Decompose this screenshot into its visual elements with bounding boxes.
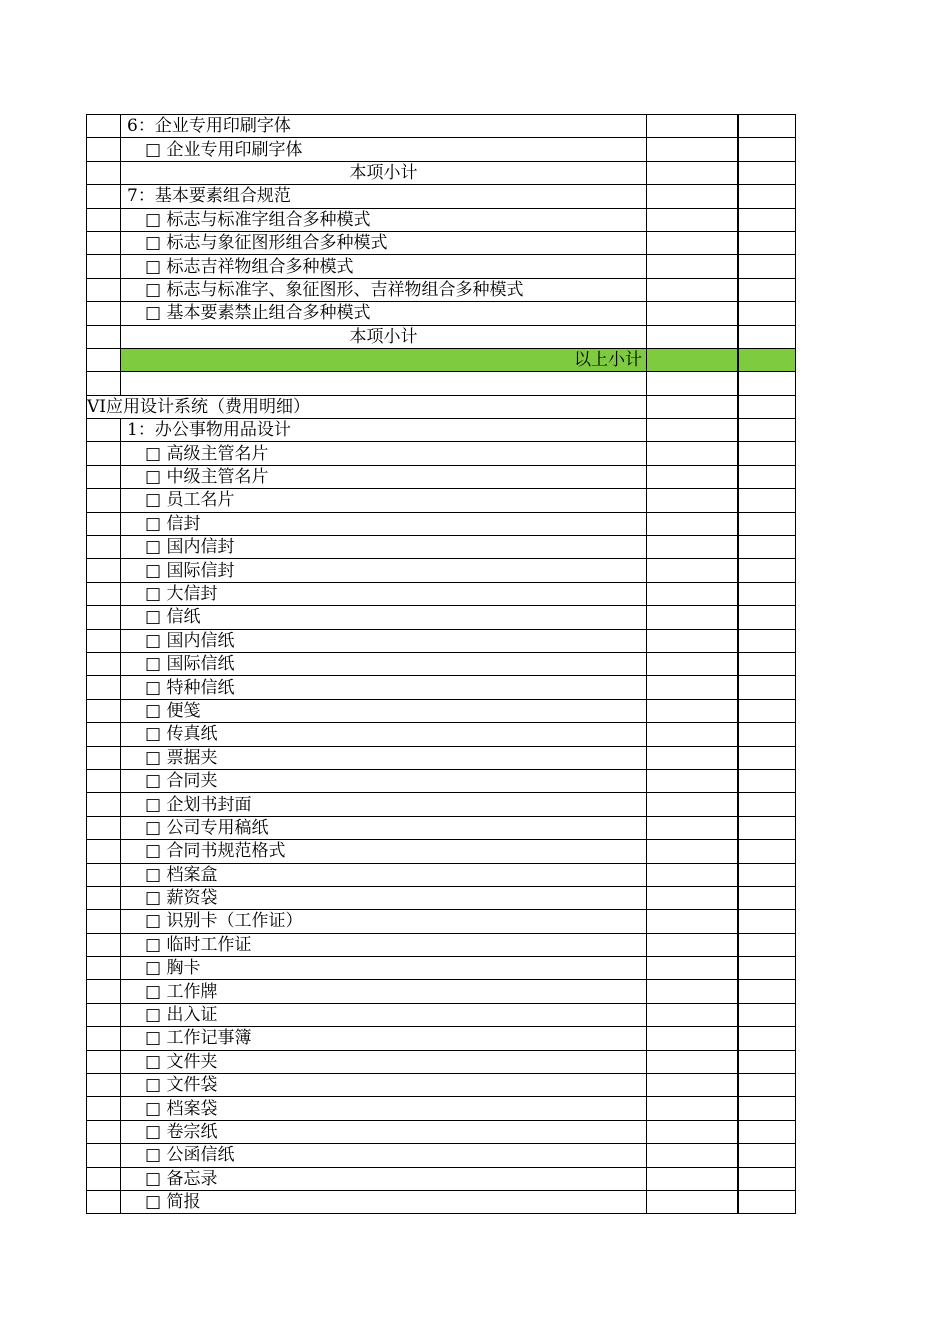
amount-cell[interactable] — [647, 559, 738, 582]
subtotal-label-cell[interactable]: 本项小计 — [121, 325, 647, 348]
index-cell[interactable] — [87, 816, 121, 839]
note-cell[interactable] — [738, 957, 796, 980]
table-row — [87, 723, 796, 746]
index-cell[interactable] — [87, 582, 121, 605]
amount-cell[interactable] — [647, 582, 738, 605]
item-label-cell[interactable]: □ 国际信纸 — [121, 652, 647, 675]
index-cell[interactable] — [87, 863, 121, 886]
note-cell[interactable] — [738, 629, 796, 652]
amount-cell[interactable] — [647, 1003, 738, 1026]
note-cell[interactable] — [738, 138, 796, 161]
item-label-cell[interactable]: □ 公司专用稿纸 — [121, 816, 647, 839]
table-row — [87, 746, 796, 769]
note-cell[interactable] — [738, 231, 796, 254]
table-row — [87, 395, 796, 418]
note-cell[interactable] — [738, 863, 796, 886]
item-label-cell[interactable]: □ 文件夹 — [121, 1050, 647, 1073]
table-row — [87, 161, 796, 184]
item-label-cell[interactable]: □ 中级主管名片 — [121, 465, 647, 488]
table-row — [87, 910, 796, 933]
group-heading-cell[interactable]: 6：企业专用印刷字体 — [121, 115, 647, 138]
amount-cell[interactable] — [647, 1097, 738, 1120]
note-cell[interactable] — [738, 442, 796, 465]
note-cell[interactable] — [738, 489, 796, 512]
note-cell[interactable] — [738, 278, 796, 301]
index-cell[interactable] — [87, 769, 121, 792]
index-cell[interactable] — [87, 465, 121, 488]
table-row — [87, 231, 796, 254]
note-cell[interactable] — [738, 1097, 796, 1120]
note-cell[interactable] — [738, 886, 796, 909]
index-cell[interactable] — [87, 231, 121, 254]
amount-cell[interactable] — [647, 255, 738, 278]
note-cell[interactable] — [738, 161, 796, 184]
table-row — [87, 372, 796, 395]
amount-cell[interactable] — [647, 325, 738, 348]
note-cell[interactable] — [738, 723, 796, 746]
index-cell[interactable] — [87, 419, 121, 442]
item-label-cell[interactable]: □ 标志与标准字组合多种模式 — [121, 208, 647, 231]
table-row — [87, 325, 796, 348]
index-cell[interactable] — [87, 536, 121, 559]
note-cell[interactable] — [738, 793, 796, 816]
amount-cell[interactable] — [647, 395, 738, 418]
table-row — [87, 793, 796, 816]
amount-cell[interactable] — [647, 302, 738, 325]
total-label-cell[interactable]: 以上小计 — [121, 348, 647, 371]
amount-cell[interactable] — [647, 629, 738, 652]
index-cell[interactable] — [87, 489, 121, 512]
table-row — [87, 559, 796, 582]
table-row — [87, 465, 796, 488]
amount-cell[interactable] — [647, 793, 738, 816]
item-label-cell[interactable]: □ 企划书封面 — [121, 793, 647, 816]
table-row — [87, 536, 796, 559]
note-cell[interactable] — [738, 512, 796, 535]
note-cell[interactable] — [738, 1120, 796, 1143]
note-cell[interactable] — [738, 582, 796, 605]
item-label-cell[interactable]: □ 票据夹 — [121, 746, 647, 769]
note-cell[interactable] — [738, 910, 796, 933]
item-label-cell[interactable]: □ 出入证 — [121, 1003, 647, 1026]
note-cell[interactable] — [738, 746, 796, 769]
index-cell[interactable] — [87, 1027, 121, 1050]
spreadsheet-body — [87, 115, 796, 1214]
blank-cell[interactable] — [121, 372, 647, 395]
note-cell[interactable] — [738, 816, 796, 839]
item-label-cell[interactable]: □ 档案盒 — [121, 863, 647, 886]
index-cell[interactable] — [87, 115, 121, 138]
amount-cell[interactable] — [647, 957, 738, 980]
table-row — [87, 1144, 796, 1167]
index-cell[interactable] — [87, 1050, 121, 1073]
amount-cell[interactable] — [647, 231, 738, 254]
table-row — [87, 816, 796, 839]
index-cell[interactable] — [87, 442, 121, 465]
amount-cell[interactable] — [647, 1167, 738, 1190]
note-cell[interactable] — [738, 559, 796, 582]
table-row — [87, 1190, 796, 1213]
note-cell[interactable] — [738, 1190, 796, 1213]
item-label-cell[interactable]: □ 标志与象征图形组合多种模式 — [121, 231, 647, 254]
note-cell[interactable] — [738, 933, 796, 956]
table-row — [87, 1074, 796, 1097]
note-cell[interactable] — [738, 208, 796, 231]
item-label-cell[interactable]: □ 员工名片 — [121, 489, 647, 512]
table-row — [87, 185, 796, 208]
subtotal-label-cell[interactable]: 本项小计 — [121, 161, 647, 184]
index-cell[interactable] — [87, 1144, 121, 1167]
item-label-cell[interactable]: □ 国内信封 — [121, 536, 647, 559]
amount-cell[interactable] — [647, 161, 738, 184]
index-cell[interactable] — [87, 1074, 121, 1097]
note-cell[interactable] — [738, 325, 796, 348]
table-row — [87, 652, 796, 675]
amount-cell[interactable] — [647, 769, 738, 792]
index-cell[interactable] — [87, 348, 121, 371]
table-row — [87, 489, 796, 512]
note-cell[interactable] — [738, 465, 796, 488]
item-label-cell[interactable]: □ 传真纸 — [121, 723, 647, 746]
table-row — [87, 419, 796, 442]
item-label-cell[interactable]: □ 国内信纸 — [121, 629, 647, 652]
note-cell[interactable] — [738, 1074, 796, 1097]
table-row — [87, 676, 796, 699]
table-row — [87, 138, 796, 161]
note-cell[interactable] — [738, 348, 796, 371]
item-label-cell[interactable]: □ 信封 — [121, 512, 647, 535]
spreadsheet-table — [86, 114, 796, 1214]
amount-cell[interactable] — [647, 185, 738, 208]
amount-cell[interactable] — [647, 208, 738, 231]
index-cell[interactable] — [87, 559, 121, 582]
index-cell[interactable] — [87, 1003, 121, 1026]
table-row — [87, 302, 796, 325]
note-cell[interactable] — [738, 419, 796, 442]
table-row — [87, 933, 796, 956]
index-cell[interactable] — [87, 793, 121, 816]
note-cell[interactable] — [738, 536, 796, 559]
note-cell[interactable] — [738, 372, 796, 395]
index-cell[interactable] — [87, 886, 121, 909]
index-cell[interactable] — [87, 1190, 121, 1213]
table-row — [87, 980, 796, 1003]
item-label-cell[interactable]: □ 工作记事簿 — [121, 1027, 647, 1050]
index-cell[interactable] — [87, 255, 121, 278]
table-row — [87, 1167, 796, 1190]
index-cell[interactable] — [87, 138, 121, 161]
amount-cell[interactable] — [647, 348, 738, 371]
amount-cell[interactable] — [647, 465, 738, 488]
amount-cell[interactable] — [647, 816, 738, 839]
table-row — [87, 1027, 796, 1050]
index-cell[interactable] — [87, 325, 121, 348]
index-cell[interactable] — [87, 746, 121, 769]
table-row — [87, 840, 796, 863]
note-cell[interactable] — [738, 1003, 796, 1026]
table-row — [87, 1120, 796, 1143]
table-row — [87, 512, 796, 535]
item-label-cell[interactable]: □ 特种信纸 — [121, 676, 647, 699]
index-cell[interactable] — [87, 910, 121, 933]
amount-cell[interactable] — [647, 980, 738, 1003]
index-cell[interactable] — [87, 1120, 121, 1143]
index-cell[interactable] — [87, 208, 121, 231]
amount-cell[interactable] — [647, 606, 738, 629]
table-row — [87, 957, 796, 980]
index-cell[interactable] — [87, 372, 121, 395]
note-cell[interactable] — [738, 980, 796, 1003]
amount-cell[interactable] — [647, 419, 738, 442]
table-row — [87, 863, 796, 886]
amount-cell[interactable] — [647, 536, 738, 559]
index-cell[interactable] — [87, 652, 121, 675]
amount-cell[interactable] — [647, 699, 738, 722]
index-cell[interactable] — [87, 629, 121, 652]
amount-cell[interactable] — [647, 489, 738, 512]
amount-cell[interactable] — [647, 933, 738, 956]
table-row — [87, 699, 796, 722]
group-heading-cell[interactable]: 1：办公事物用品设计 — [121, 419, 647, 442]
amount-cell[interactable] — [647, 1074, 738, 1097]
note-cell[interactable] — [738, 676, 796, 699]
index-cell[interactable] — [87, 676, 121, 699]
note-cell[interactable] — [738, 185, 796, 208]
table-row — [87, 886, 796, 909]
item-label-cell[interactable]: □ 简报 — [121, 1190, 647, 1213]
item-label-cell[interactable]: □ 标志吉祥物组合多种模式 — [121, 255, 647, 278]
item-label-cell[interactable]: □ 企业专用印刷字体 — [121, 138, 647, 161]
amount-cell[interactable] — [647, 278, 738, 301]
table-row — [87, 115, 796, 138]
amount-cell[interactable] — [647, 115, 738, 138]
item-label-cell[interactable]: □ 胸卡 — [121, 957, 647, 980]
index-cell[interactable] — [87, 606, 121, 629]
item-label-cell[interactable]: □ 标志与标准字、象征图形、吉祥物组合多种模式 — [121, 278, 647, 301]
amount-cell[interactable] — [647, 1050, 738, 1073]
index-cell[interactable] — [87, 980, 121, 1003]
note-cell[interactable] — [738, 606, 796, 629]
amount-cell[interactable] — [647, 723, 738, 746]
amount-cell[interactable] — [647, 840, 738, 863]
table-row — [87, 255, 796, 278]
note-cell[interactable] — [738, 1027, 796, 1050]
item-label-cell[interactable]: □ 公函信纸 — [121, 1144, 647, 1167]
amount-cell[interactable] — [647, 1144, 738, 1167]
amount-cell[interactable] — [647, 886, 738, 909]
note-cell[interactable] — [738, 1167, 796, 1190]
amount-cell[interactable] — [647, 442, 738, 465]
amount-cell[interactable] — [647, 1027, 738, 1050]
index-cell[interactable] — [87, 302, 121, 325]
amount-cell[interactable] — [647, 512, 738, 535]
amount-cell[interactable] — [647, 676, 738, 699]
index-cell[interactable] — [87, 840, 121, 863]
item-label-cell[interactable]: □ 工作牌 — [121, 980, 647, 1003]
item-label-cell[interactable]: □ 文件袋 — [121, 1074, 647, 1097]
amount-cell[interactable] — [647, 863, 738, 886]
item-label-cell[interactable]: □ 信纸 — [121, 606, 647, 629]
table-row — [87, 629, 796, 652]
index-cell[interactable] — [87, 1167, 121, 1190]
item-label-cell[interactable]: □ 备忘录 — [121, 1167, 647, 1190]
index-cell[interactable] — [87, 185, 121, 208]
note-cell[interactable] — [738, 302, 796, 325]
note-cell[interactable] — [738, 652, 796, 675]
amount-cell[interactable] — [647, 746, 738, 769]
table-row — [87, 1050, 796, 1073]
section-title-cell[interactable]: VI应用设计系统（费用明细） — [87, 395, 647, 418]
table-row — [87, 1003, 796, 1026]
item-label-cell[interactable]: □ 基本要素禁止组合多种模式 — [121, 302, 647, 325]
item-label-cell[interactable]: □ 卷宗纸 — [121, 1120, 647, 1143]
item-label-cell[interactable]: □ 高级主管名片 — [121, 442, 647, 465]
item-label-cell[interactable]: □ 合同书规范格式 — [121, 840, 647, 863]
table-row — [87, 582, 796, 605]
note-cell[interactable] — [738, 395, 796, 418]
table-row — [87, 606, 796, 629]
item-label-cell[interactable]: □ 档案袋 — [121, 1097, 647, 1120]
note-cell[interactable] — [738, 1144, 796, 1167]
index-cell[interactable] — [87, 933, 121, 956]
item-label-cell[interactable]: □ 便笺 — [121, 699, 647, 722]
index-cell[interactable] — [87, 723, 121, 746]
index-cell[interactable] — [87, 512, 121, 535]
note-cell[interactable] — [738, 840, 796, 863]
note-cell[interactable] — [738, 769, 796, 792]
note-cell[interactable] — [738, 115, 796, 138]
item-label-cell[interactable]: □ 识别卡（工作证） — [121, 910, 647, 933]
amount-cell[interactable] — [647, 1120, 738, 1143]
amount-cell[interactable] — [647, 372, 738, 395]
table-row — [87, 278, 796, 301]
index-cell[interactable] — [87, 1097, 121, 1120]
amount-cell[interactable] — [647, 138, 738, 161]
index-cell[interactable] — [87, 699, 121, 722]
table-row — [87, 348, 796, 371]
index-cell[interactable] — [87, 161, 121, 184]
table-row — [87, 208, 796, 231]
item-label-cell[interactable]: □ 国际信封 — [121, 559, 647, 582]
index-cell[interactable] — [87, 957, 121, 980]
item-label-cell[interactable]: □ 薪资袋 — [121, 886, 647, 909]
item-label-cell[interactable]: □ 临时工作证 — [121, 933, 647, 956]
index-cell[interactable] — [87, 278, 121, 301]
table-row — [87, 442, 796, 465]
note-cell[interactable] — [738, 1050, 796, 1073]
group-heading-cell[interactable]: 7：基本要素组合规范 — [121, 185, 647, 208]
amount-cell[interactable] — [647, 652, 738, 675]
item-label-cell[interactable]: □ 合同夹 — [121, 769, 647, 792]
table-row — [87, 769, 796, 792]
item-label-cell[interactable]: □ 大信封 — [121, 582, 647, 605]
note-cell[interactable] — [738, 699, 796, 722]
note-cell[interactable] — [738, 255, 796, 278]
amount-cell[interactable] — [647, 910, 738, 933]
amount-cell[interactable] — [647, 1190, 738, 1213]
table-row — [87, 1097, 796, 1120]
